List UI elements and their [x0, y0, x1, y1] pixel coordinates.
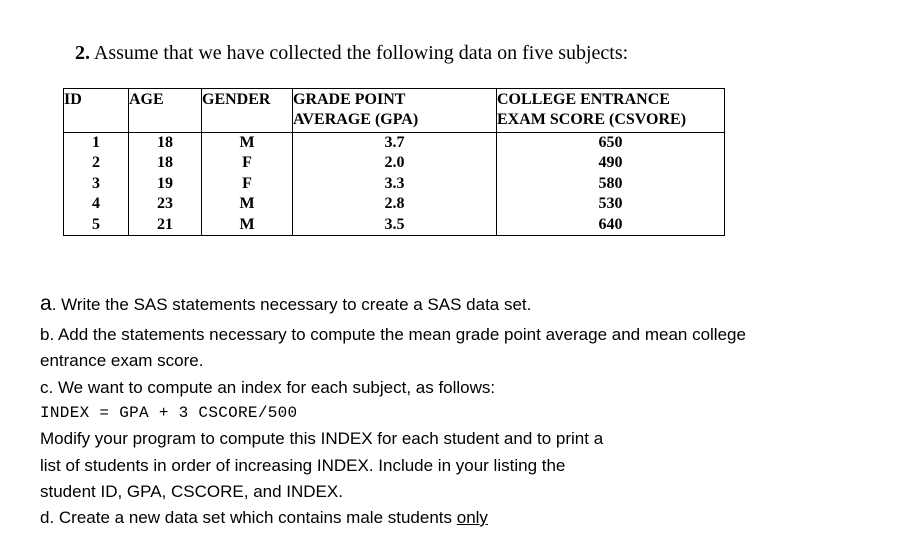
question-b-line1: b. Add the statements necessary to compute the mean grade point average and mean college [40, 325, 746, 344]
header-gpa-line1: GRADE POINT [293, 91, 406, 108]
cell-id: 5 [64, 215, 129, 236]
header-age: AGE [129, 89, 202, 133]
table-row [64, 133, 725, 154]
cell-csvore: 580 [497, 174, 725, 194]
cell-id: 2 [64, 153, 129, 173]
cell-gender: M [202, 194, 293, 214]
question-a-text: . Write the SAS statements necessary to create a SAS data set. [51, 295, 532, 314]
cell-gender: F [202, 153, 293, 173]
problem-heading [75, 42, 628, 65]
cell-age: 19 [129, 174, 202, 194]
table-row [64, 153, 725, 173]
cell-gpa: 3.5 [293, 215, 497, 236]
cell-id: 3 [64, 174, 129, 194]
question-d-underlined: only [456, 508, 488, 527]
header-gpa-line2: AVERAGE (GPA) [293, 111, 419, 128]
table-header-row [64, 89, 725, 133]
cell-gpa: 2.0 [293, 153, 497, 173]
question-d-text: d. Create a new data set which contains male students [40, 508, 457, 527]
header-csvore [497, 89, 725, 133]
cell-age: 21 [129, 215, 202, 236]
question-b-line2: entrance exam score. [40, 351, 204, 370]
table-row [64, 215, 725, 236]
cell-gpa: 2.8 [293, 194, 497, 214]
cell-gender: F [202, 174, 293, 194]
cell-id: 1 [64, 133, 129, 154]
cell-csvore: 640 [497, 215, 725, 236]
header-gpa [293, 89, 497, 133]
cell-gpa: 3.7 [293, 133, 497, 154]
question-c-line2: Modify your program to compute this INDEX for each student and to print a [40, 429, 604, 448]
header-cs-line2: EXAM SCORE (CSVORE) [497, 111, 687, 128]
question-a-letter: a [40, 292, 52, 315]
cell-age: 23 [129, 194, 202, 214]
table-row [64, 174, 725, 194]
cell-csvore: 650 [497, 133, 725, 154]
problem-text: Assume that we have collected the following data on five subjects: [93, 42, 629, 64]
header-id: ID [64, 89, 129, 133]
problem-number: 2. [75, 42, 90, 64]
cell-gpa: 3.3 [293, 174, 497, 194]
question-a [40, 292, 531, 316]
cell-csvore: 530 [497, 194, 725, 214]
question-c-line3: list of students in order of increasing INDEX. Include in your listing the [40, 456, 566, 475]
data-table [63, 88, 725, 236]
question-c-line1: c. We want to compute an index for each subject, as follows: [40, 378, 496, 397]
question-d [40, 508, 488, 528]
cell-gender: M [202, 133, 293, 154]
cell-id: 4 [64, 194, 129, 214]
cell-gender: M [202, 215, 293, 236]
cell-csvore: 490 [497, 153, 725, 173]
question-c-line4: student ID, GPA, CSCORE, and INDEX. [40, 482, 343, 501]
cell-age: 18 [129, 133, 202, 154]
table-row [64, 194, 725, 214]
header-gender: GENDER [202, 89, 293, 133]
cell-age: 18 [129, 153, 202, 173]
index-formula: INDEX = GPA + 3 CSCORE/500 [40, 404, 298, 422]
header-cs-line1: COLLEGE ENTRANCE [497, 91, 670, 108]
